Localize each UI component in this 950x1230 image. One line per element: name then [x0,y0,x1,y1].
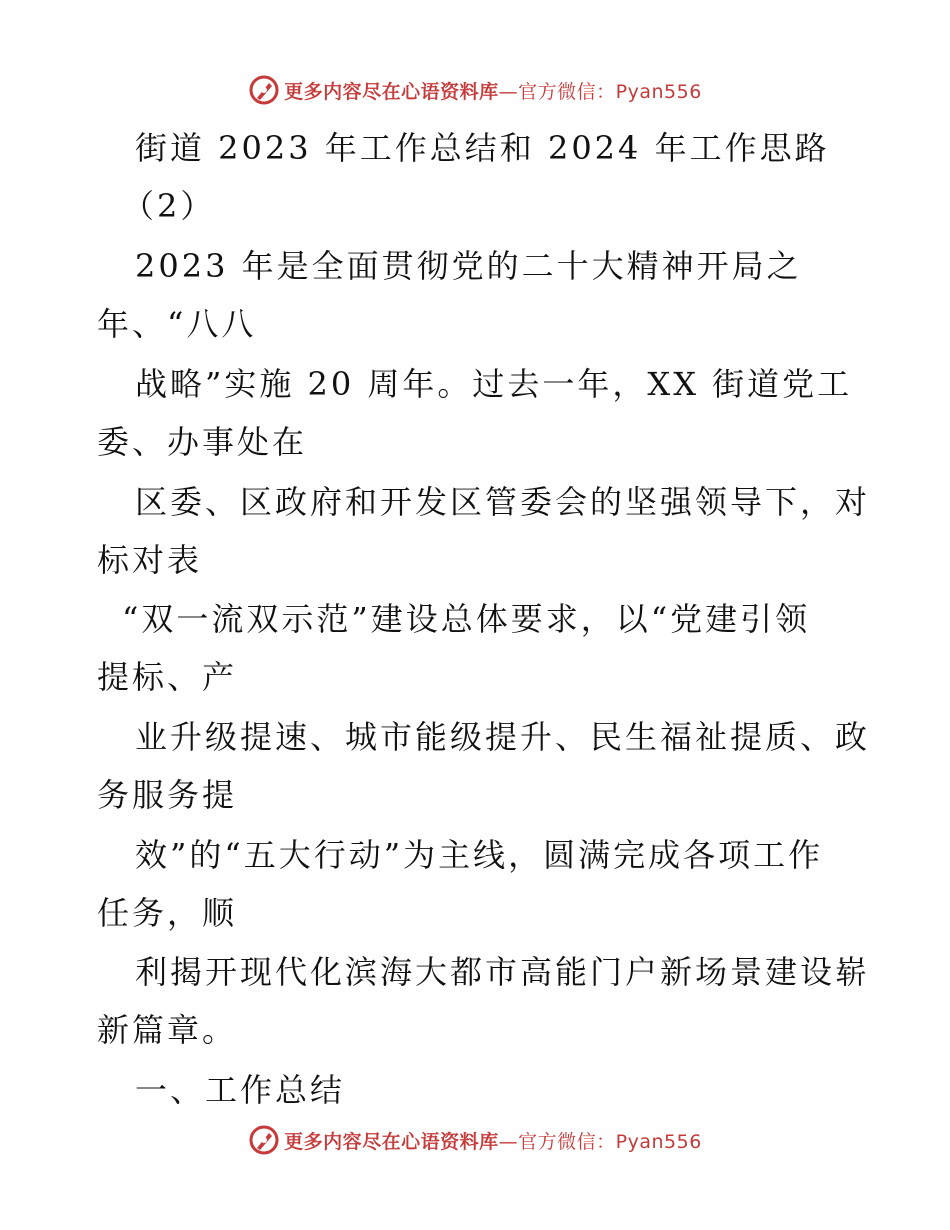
watermark-dash: — [498,80,519,103]
paragraph-line: 提标、产 [97,658,238,696]
paragraph-line: 利揭开现代化滨海大都市高能门户新场景建设崭 [135,953,871,991]
paragraph-line: 业升级提速、城市能级提升、民生福祉提质、政 [135,718,871,756]
watermark-dash: — [498,1130,519,1153]
watermark-contact: 官方微信：Pyan556 [518,1130,702,1153]
paragraph-line: “双一流双示范”建设总体要求，以“党建引领 [122,600,811,638]
watermark-text [284,77,702,104]
watermark-lead: 更多内容尽在心语资料库 [284,80,499,103]
paragraph-line: 年、“八八 [97,305,257,343]
watermark-banner-top [0,70,950,110]
watermark-lead: 更多内容尽在心语资料库 [284,1130,499,1153]
pen-circle-logo-icon [248,1124,280,1156]
watermark-contact: 官方微信：Pyan556 [518,80,702,103]
paragraph-line: 务服务提 [97,776,238,814]
paragraph-line: 区委、区政府和开发区管委会的坚强领导下，对 [135,483,871,521]
paragraph-line: 2023 年是全面贯彻党的二十大精神开局之 [135,247,802,285]
paragraph-line: 战略”实施 20 周年。过去一年，XX 街道党工 [135,365,853,403]
document-title-suffix: （2） [122,187,216,225]
pen-circle-logo-icon [248,74,280,106]
paragraph-line: 任务，顺 [97,894,238,932]
document-title: 街道 2023 年工作总结和 2024 年工作思路 [135,129,830,167]
paragraph-line: 效”的“五大行动”为主线，圆满完成各项工作 [135,836,824,874]
paragraph-line: 新篇章。 [97,1011,238,1049]
paragraph-line: 标对表 [97,541,203,579]
watermark-banner-bottom [0,1120,950,1160]
watermark-text [284,1127,702,1154]
section-heading: 一、工作总结 [135,1071,346,1109]
paragraph-line: 委、办事处在 [97,423,308,461]
